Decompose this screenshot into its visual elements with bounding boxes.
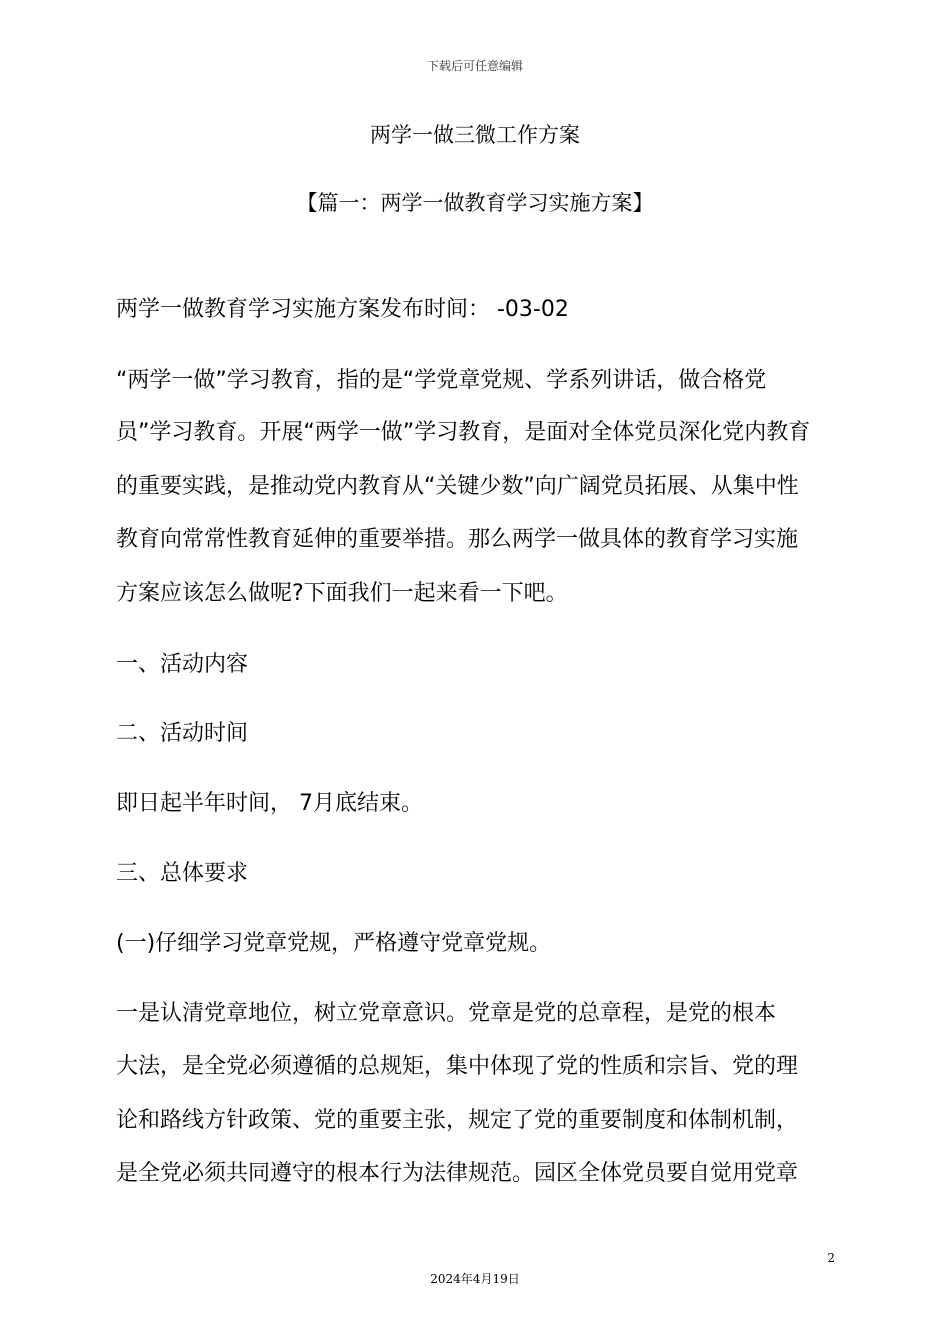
header-note: 下载后可任意编辑 <box>426 59 523 73</box>
publish-info-line: 两学一做教育学习实施方案发布时间： -03-02 <box>116 297 569 322</box>
body-line: 方案应该怎么做呢?下面我们一起来看一下吧。 <box>116 581 568 606</box>
page-number: 2 <box>827 1251 835 1265</box>
section-heading: 三、总体要求 <box>116 861 249 886</box>
document-title: 两学一做三微工作方案 <box>370 123 580 147</box>
body-line: 的重要实践，是推动党内教育从“关键少数”向广阔党员拓展、从集中性 <box>116 474 799 499</box>
body-line: 大法，是全党必须遵循的总规矩，集中体现了党的性质和宗旨、党的理 <box>116 1054 799 1079</box>
footer-date: 2024年4月19日 <box>430 1272 520 1286</box>
body-line: 一是认清党章地位，树立党章意识。党章是党的总章程，是党的根本 <box>116 1001 777 1026</box>
body-line: 论和路线方针政策、党的重要主张，规定了党的重要制度和体制机制， <box>116 1108 799 1133</box>
section-title: 【篇一：两学一做教育学习实施方案】 <box>296 191 654 215</box>
section-heading: 二、活动时间 <box>116 721 249 746</box>
body-line: 员”学习教育。开展“两学一做”学习教育，是面对全体党员深化党内教育 <box>116 420 811 445</box>
subsection-heading: (一)仔细学习党章党规，严格遵守党章党规。 <box>116 931 552 956</box>
section-heading: 一、活动内容 <box>116 652 249 677</box>
body-line: 即日起半年时间， 7月底结束。 <box>116 791 423 816</box>
body-line: “两学一做”学习教育，指的是“学党章党规、学系列讲话，做合格党 <box>116 368 767 393</box>
body-line: 是全党必须共同遵守的根本行为法律规范。园区全体党员要自觉用党章 <box>116 1161 799 1186</box>
body-line: 教育向常常性教育延伸的重要举措。那么两学一做具体的教育学习实施 <box>116 527 799 552</box>
